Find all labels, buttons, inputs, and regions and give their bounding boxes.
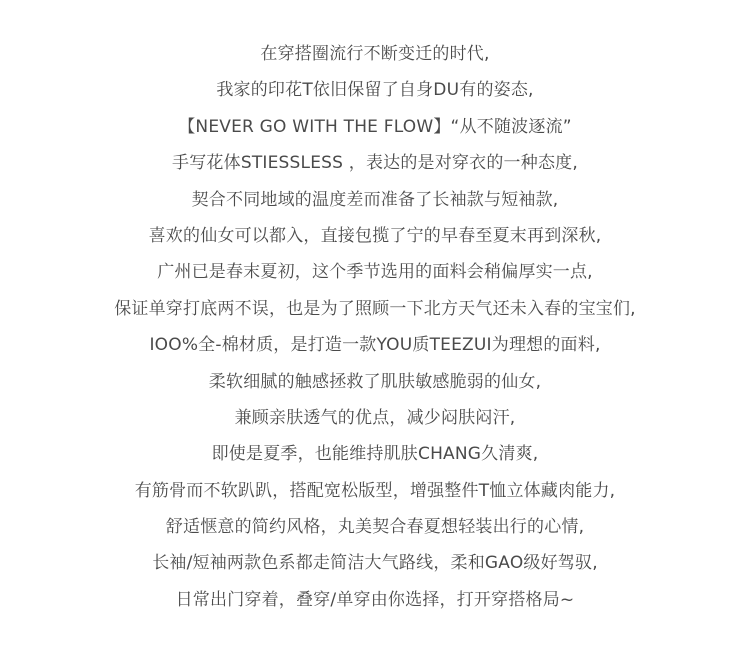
description-line: 即使是夏季，也能维持肌肤CHANG久清爽,: [211, 444, 539, 465]
description-line: 【NEVER GO WITH THE FLOW】“从不随波逐流”: [178, 116, 572, 137]
description-line: 手写花体STIESSLESS ，表达的是对穿衣的一种态度,: [172, 153, 578, 174]
product-description: [0, 36, 750, 618]
description-line: 舒适惬意的简约风格，丸美契合春夏想轻装出行的心情,: [165, 517, 585, 538]
description-line: 柔软细腻的触感拯救了肌肤敏感脆弱的仙女,: [208, 371, 542, 392]
description-line: 喜欢的仙女可以都入，直接包揽了宁的早春至夏末再到深秋,: [148, 225, 602, 246]
description-line: 保证单穿打底两不误，也是为了照顾一下北方天气还未入春的宝宝们,: [114, 298, 636, 319]
description-line: IOO%全-棉材质，是打造一款YOU质TEEZUI为理想的面料,: [149, 335, 601, 356]
description-line: 兼顾亲肤透气的优点，减少闷肤闷汗,: [234, 407, 516, 428]
description-line: 有筋骨而不软趴趴，搭配宽松版型，增强整件T恤立体藏肉能力,: [134, 480, 616, 501]
description-line: 我家的印花T依旧保留了自身DU有的姿态,: [216, 80, 534, 101]
description-line: 在穿搭圈流行不断变迁的时代,: [260, 44, 490, 64]
description-line: 广州已是春末夏初，这个季节选用的面料会稍偏厚实一点,: [157, 262, 593, 283]
description-line: 日常出门穿着，叠穿/单穿由你选择，打开穿搭格局~: [175, 589, 575, 610]
description-line: 长袖/短袖两款色系都走简洁大气路线，柔和GAO级好驾驭,: [152, 553, 598, 574]
description-line: 契合不同地域的温度差而准备了长袖款与短袖款,: [191, 189, 559, 210]
